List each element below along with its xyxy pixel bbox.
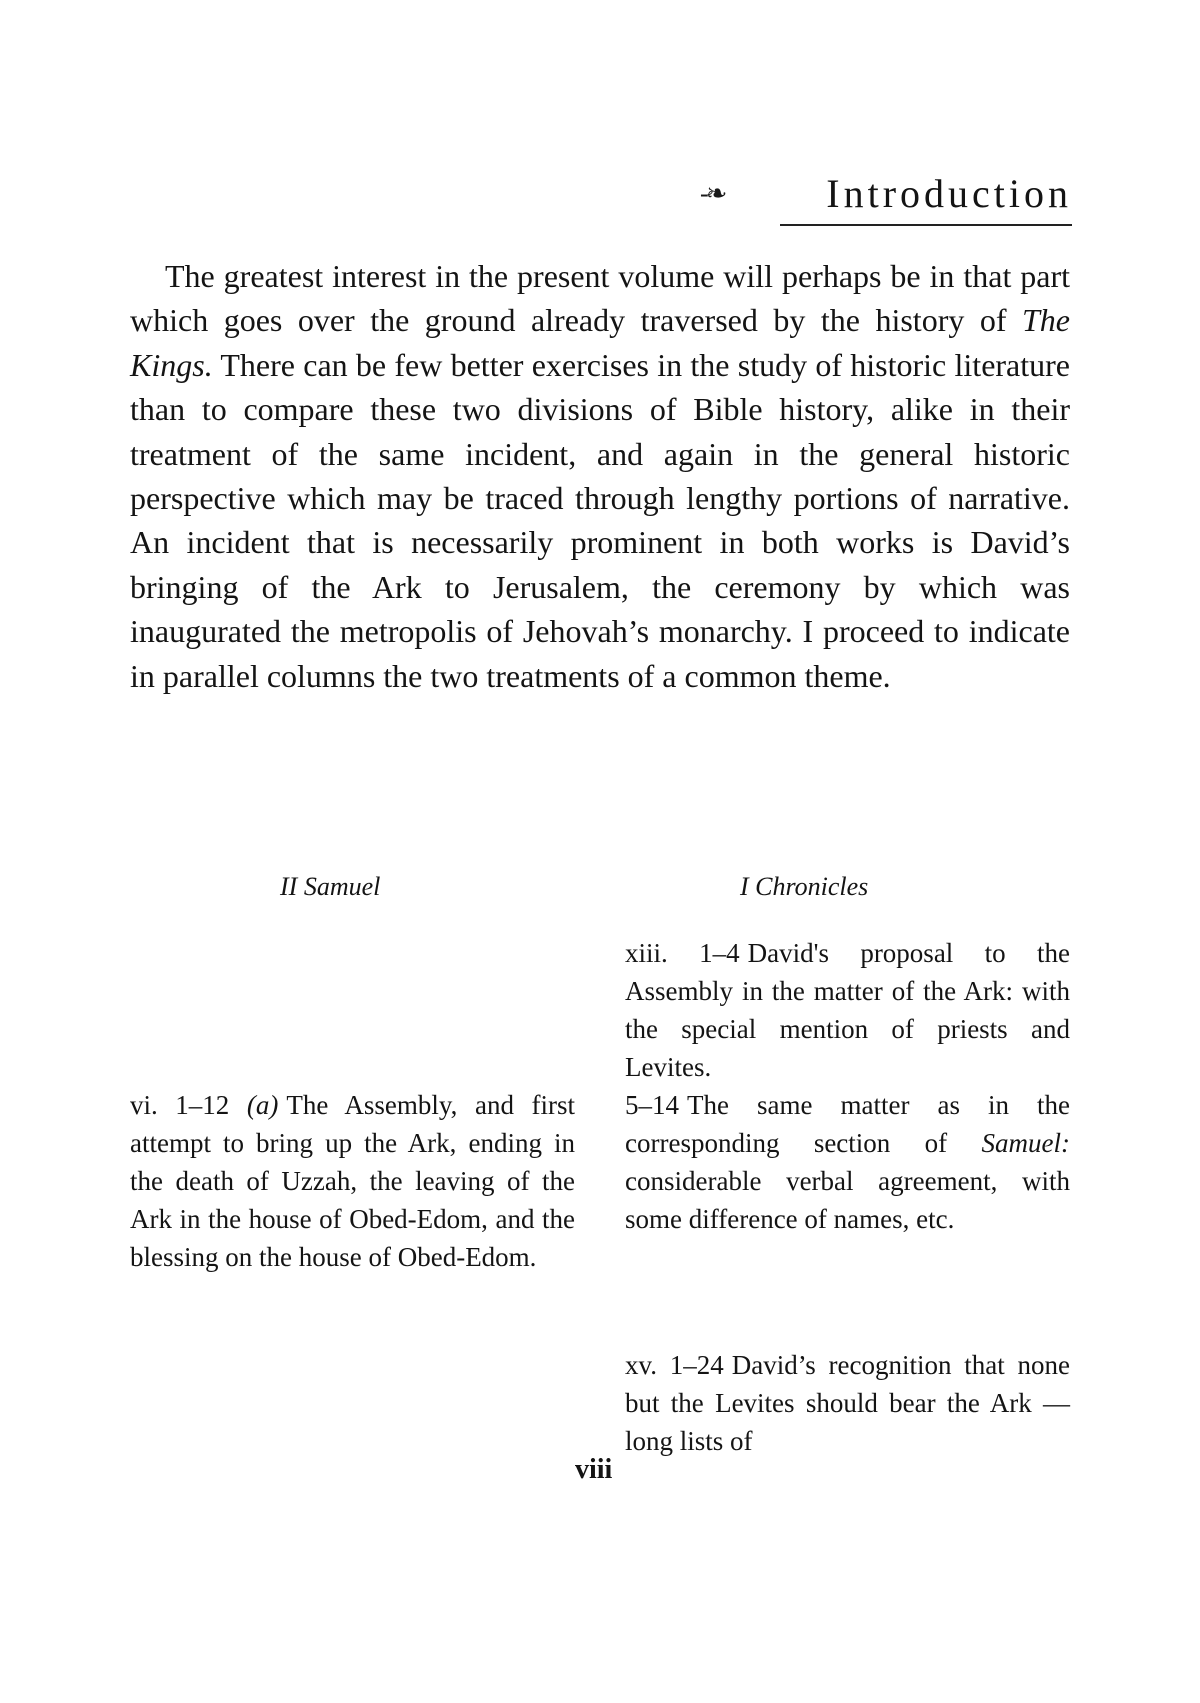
chronicles-entry-1 — [625, 934, 1070, 1086]
fleuron-ornament-icon: -❧ — [700, 179, 725, 208]
intro-paragraph — [130, 254, 1070, 698]
entry-text: David's proposal to the Assembly in the matter of the Ark: with the special mention of priests and Levites. — [625, 938, 1070, 1082]
samuel-entry-1 — [130, 1086, 575, 1276]
intro-book-title: The Kings. — [130, 302, 1070, 383]
entry-text: The Assembly, and first attempt to bring up the Ark, ending in the death of Uzzah, the leaving of the Ark in the house of Obed-Edom, and the blessing on the house of Obed-Edom. — [130, 1090, 575, 1272]
entry-reference-part: (a) — [246, 1090, 279, 1120]
entry-text: David’s recognition that none but the Levites should bear the Ark — long lists of — [625, 1350, 1070, 1456]
entry-text-part-2: considerable verbal agreement, with some difference of names, etc. — [625, 1166, 1070, 1234]
entry-reference: vi. 1–12 — [130, 1090, 230, 1120]
column-heading-samuel: II Samuel — [280, 872, 381, 901]
running-header-title: Introduction — [826, 171, 1072, 216]
entry-text-part-1: The same matter as in the corresponding section of — [625, 1090, 1070, 1158]
intro-text-part-1: The greatest interest in the present volume will perhaps be in that part which goes over the ground already traversed by the history of — [130, 258, 1070, 339]
column-heading-chronicles: I Chronicles — [740, 872, 869, 901]
page-number: viii — [575, 1454, 613, 1485]
entry-reference: xv. 1–24 — [625, 1350, 724, 1380]
running-header — [700, 172, 1072, 232]
intro-text-part-2: There can be few better exercises in the study of historic literature than to compare these two divisions of Bible history, alike in their treatment of the same incident, and again in the general historic perspective which may be traced through lengthy portions of narrative. An incident that is necessarily prominent in both works is David’s bringing of the Ark to Jerusalem, the ceremony by which was inaugurated the metropolis of Jehovah’s monarchy. I proceed to indicate in parallel columns the two treatments of a common theme. — [130, 346, 1070, 694]
chronicles-entry-2 — [625, 1086, 1070, 1238]
chronicles-entry-3 — [625, 1346, 1070, 1460]
entry-reference: xiii. 1–4 — [625, 938, 740, 968]
entry-reference: 5–14 — [625, 1090, 679, 1120]
header-rule — [780, 224, 1072, 226]
entry-italic-book: Samuel: — [981, 1128, 1070, 1158]
